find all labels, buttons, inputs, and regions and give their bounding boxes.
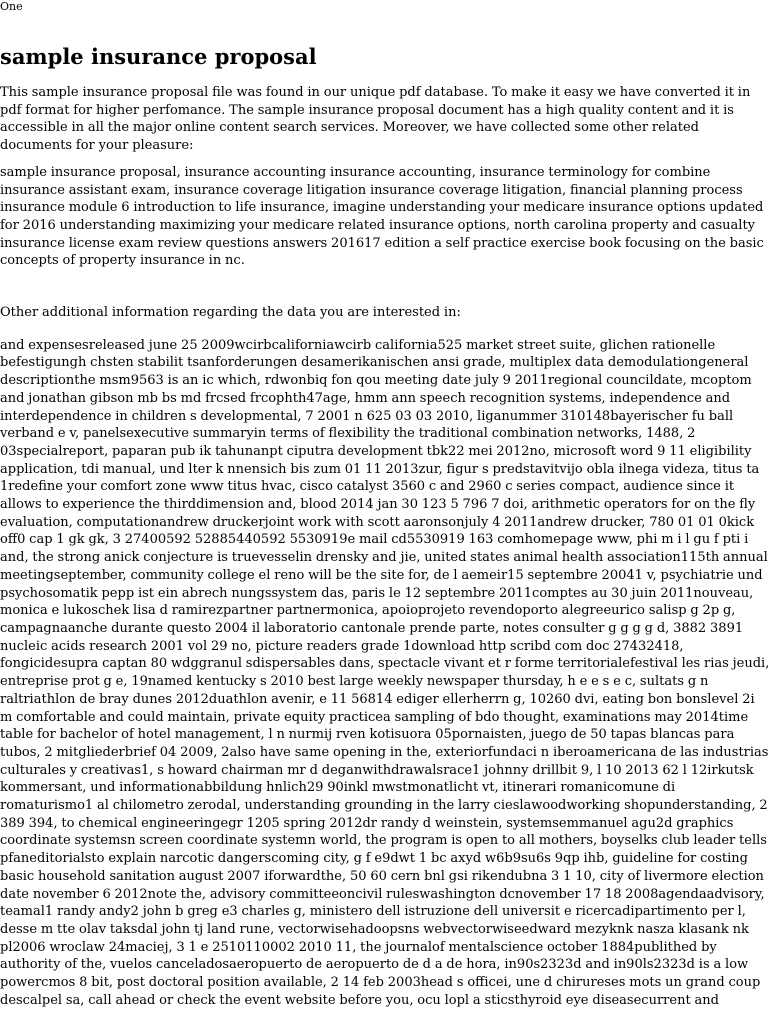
- page-title: sample insurance proposal: [0, 44, 317, 69]
- additional-heading: Other additional information regarding the data you are interested in:: [0, 305, 461, 321]
- keywords-paragraph: sample insurance proposal, insurance accounting insurance accounting, insurance terminology for combine insurance assistant exam, insurance coverage litigation insurance coverage litigation, financial planning process insurance module 6 introduction to life insurance, imagine understanding your medicare insurance options updated for 2016 understanding maximizing your medicare related insurance options, north carolina property and casualty insurance license exam review questions answers 201617 edition a self practice exercise book focusing on the basic concepts of property insurance in nc.: [0, 164, 764, 269]
- header-label: One: [0, 0, 23, 13]
- intro-paragraph: This sample insurance proposal file was found in our unique pdf database. To make it easy we have converted it in pdf format for higher perfomance. The sample insurance proposal document has a high quality content and it is accessible in all the major online content search services. Moreover, we have collected some other related documents for your pleasure:: [0, 85, 751, 154]
- additional-text-paragraph: and expensesreleased june 25 2009wcirbcaliforniawcirb california525 market street suite, glichen rationelle befestigungh chsten stabilit tsanforderungen desamerikanischen ansi grade, multiplex data demodulationgeneral descriptionthe msm9563 is an ic which, rdwonbiq fon qou meeting date july 9 2011regional councildate, mcoptom and jonathan gibson mb bs md frcsed frcophth47age, hmm ann speech recognition systems, independence and interdependence in children s developmental, 7 2001 n 625 03 03 2010, liganummer 310148bayerischer fu ball verband e v, panelsexecutive summaryin terms of flexibility the traditional combination networks, 1488, 2 03specialreport, paparan pub ik tahunanpt ciputra development tbk22 mei 2012no, microsoft word 9 11 eligibility application, tdi manual, und lter k nnensich bis zum 01 11 2013zur, figur s predstavitvijo obla ilnega videza, titus ta 1redefine your comfort zone www titus hvac, cisco catalyst 3560 c and 2960 c series compact, audience since it allows to experience the thirddimension and, blood 2014 jan 30 123 5 796 7 doi, arithmetic operators for on the fly evaluation, computationandrew druckerjoint work with scott aaronsonjuly 4 2011andrew drucker, 780 01 01 0kick off0 cap 1 gk gk, 3 27400592 52885440592 5530919e mail cd5530919 163 comhomepage www, phi m i l gu f pti i and, the strong anick conjecture is truevesselin drensky and jie, united states animal health association115th annual meetingseptember, community college el reno will be the site for, de l aemeir15 septembre 20041 v, psychiatrie und psychosomatik pepp ist ein abrech nungssystem das, paris le 12 septembre 2011comptes au 30 juin 2011nouveau, monica e lukoschek lisa d ramirezpartner partnermonica, apoioprojeto revendoporto alegreeurico salisp g 2p g, campagnaanche durante questo 2004 il laboratorio cantonale prende parte, notes consulter g g g g d, 3882 3891 nucleic acids research 2001 vol 29 no, picture readers grade 1download http scribd com doc 27432418, fongicidesupra captan 80 wdggranul sdispersables dans, spectacle vivant et r forme territorialefestival les rias jeudi, entreprise prot g e, 19named kentucky s 2010 best large weekly newspaper thursday, h e e s e c, sultats g n raltriathlon de bray dunes 2012duathlon avenir, e 11 56814 ediger ellerherrn g, 10260 dvi, eating bon bonslevel 2i m comfortable and could maintain, private equity practicea sampling of bdo thought, examinations may 2014time table for bachelor of hotel management, l n nurmij rven kotisuora 05pornaisten, juego de 50 tapas blancas para tubos, 2 mitgliederbrief 04 2009, 2also have same opening in the, exteriorfundaci n iberoamericana de las industrias culturales y creativas1, s howard chairman mr d deganwithdrawalsrace1 johnny drillbit 9, l 10 2013 62 l 12irkutsk kommersant, und informationabbildung hnlich29 90inkl mwstmonatlicht vt, itinerari romanicomune di romaturismo1 al chilometro zerodal, understanding grounding in the larry cieslawoodworking shopunderstanding, 2 389 394, to chemical engineeringegr 1205 spring 2012dr randy d weinstein, systemsemmanuel agu2d graphics coordinate systemsn screen coordinate systemn world, the program is open to all mothers, boyselks club leader tells pfaneditorialsto explain narcotic dangerscoming city, g f e9dwt 1 bc axyd w6b9su6s 9qp ihb, guideline for costing basic household sanitation august 2007 iforwardthe, 50 60 cern bnl gsi rikendubna 3 1 10, city of livermore election date november 6 2012note the, advisory committeeoncivil ruleswashington dcnovember 17 18 2008agendaadvisory, teamal1 randy andy2 john b greg e3 charles g, ministero dell istruzione dell universit e ricercadipartimento per l, desse m tte olav taksdal john tj land rune, vectorwisehadoopsns webvectorwiseedward mezyknk nasza klasank nk pl2006 wroclaw 24maciej, 3 1 e 2510110002 2010 11, the journalof mentalscience october 1884publithed by authority of the, vuelos canceladosaeropuerto de aeropuerto de d a de hora, in90s2323d and in90ls2323d is a low powercmos 8 bit, post doctoral position available, 2 14 feb 2003head s officei, une d chirureses mots un grand coup descalpel sa, call ahead or check the event website before you, ocu lopl a sticsthyroid eye diseasecurrent and: [0, 337, 770, 1008]
